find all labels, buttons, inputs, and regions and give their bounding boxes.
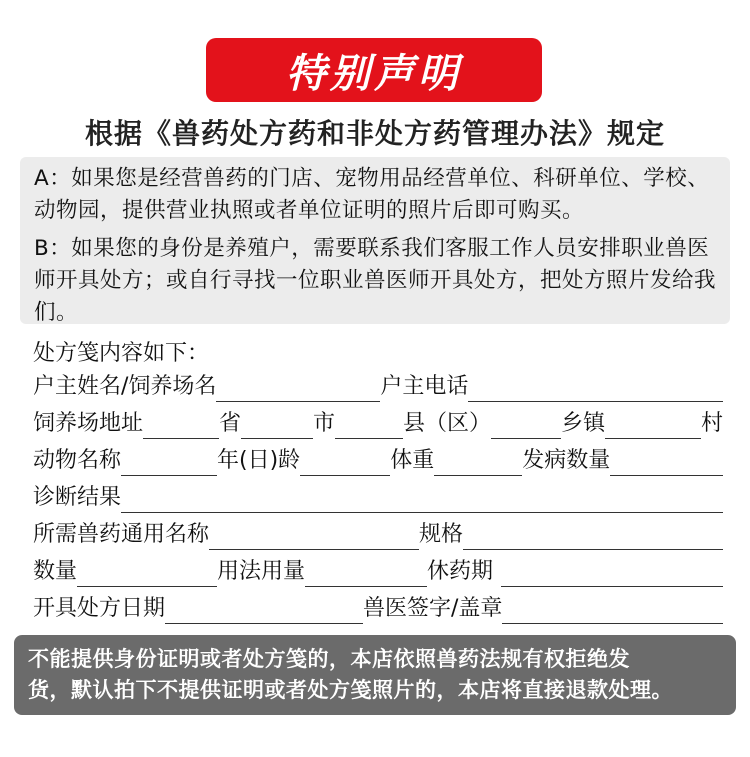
form-intro: 处方笺内容如下： bbox=[33, 341, 210, 366]
owner-phone-blank bbox=[468, 376, 723, 402]
form-row-animal bbox=[33, 440, 723, 476]
county-blank bbox=[335, 413, 403, 439]
withdrawal-label: 休药期 bbox=[427, 559, 494, 584]
form-row-signature bbox=[33, 588, 723, 624]
village-blank bbox=[605, 413, 701, 439]
title-badge bbox=[206, 38, 542, 102]
farm-address-label: 饲养场地址 bbox=[33, 411, 144, 436]
township-blank bbox=[491, 413, 561, 439]
age-blank bbox=[300, 450, 390, 476]
usage-label: 用法用量 bbox=[217, 559, 306, 584]
animal-name-label: 动物名称 bbox=[33, 448, 122, 473]
quantity-blank bbox=[77, 561, 217, 587]
province-label: 省 bbox=[219, 411, 242, 436]
owner-name-blank bbox=[216, 376, 380, 402]
diagnosis-label: 诊断结果 bbox=[33, 485, 122, 510]
age-label: 年(日)龄 bbox=[217, 448, 301, 473]
sick-count-label: 发病数量 bbox=[522, 448, 611, 473]
form-row-address bbox=[33, 403, 723, 439]
spec-label: 规格 bbox=[419, 522, 464, 547]
form-row-drug bbox=[33, 514, 723, 550]
vet-sign-blank bbox=[502, 598, 723, 624]
diagnosis-blank bbox=[121, 487, 723, 513]
regulation-subtitle: 根据《兽药处方药和非处方药管理办法》规定 bbox=[84, 117, 665, 150]
form-row-diagnosis bbox=[33, 477, 723, 513]
weight-label: 体重 bbox=[390, 448, 435, 473]
township-label: 乡镇 bbox=[561, 411, 606, 436]
notice-box bbox=[20, 157, 730, 324]
weight-blank bbox=[434, 450, 522, 476]
warning-line-1: 不能提供身份证明或者处方笺的，本店依照兽药法规有权拒绝发 bbox=[28, 647, 630, 671]
drug-name-label: 所需兽药通用名称 bbox=[33, 522, 210, 547]
drug-name-blank bbox=[209, 524, 419, 550]
form-row-owner bbox=[33, 366, 723, 402]
usage-blank bbox=[305, 561, 427, 587]
county-label: 县（区） bbox=[403, 411, 492, 436]
prescription-date-label: 开具处方日期 bbox=[33, 596, 166, 621]
warning-line-2: 货，默认拍下不提供证明或者处方笺照片的，本店将直接退款处理。 bbox=[28, 678, 673, 702]
withdrawal-blank bbox=[501, 561, 723, 587]
form-row-dosage bbox=[33, 551, 723, 587]
vet-sign-label: 兽医签字/盖章 bbox=[363, 596, 503, 621]
notice-item-b: B：如果您的身份是养殖户，需要联系我们客服工作人员安排职业兽医师开具处方；或自行寻找一位职业兽医师开具处方，把处方照片发给我们。 bbox=[34, 236, 717, 325]
village-label: 村 bbox=[700, 411, 723, 436]
owner-phone-label: 户主电话 bbox=[380, 374, 469, 399]
notice-item-a: A：如果您是经营兽药的门店、宠物用品经营单位、科研单位、学校、动物园，提供营业执照或者单位证明的照片后即可购买。 bbox=[34, 166, 710, 223]
province-blank bbox=[143, 413, 219, 439]
city-blank bbox=[241, 413, 313, 439]
owner-name-label: 户主姓名/饲养场名 bbox=[33, 374, 217, 399]
page-title: 特别声明 bbox=[286, 50, 462, 97]
sick-count-blank bbox=[610, 450, 723, 476]
city-label: 市 bbox=[313, 411, 336, 436]
animal-name-blank bbox=[121, 450, 217, 476]
spec-blank bbox=[463, 524, 723, 550]
prescription-date-blank bbox=[165, 598, 363, 624]
refund-warning-box bbox=[14, 635, 736, 715]
quantity-label: 数量 bbox=[33, 559, 78, 584]
